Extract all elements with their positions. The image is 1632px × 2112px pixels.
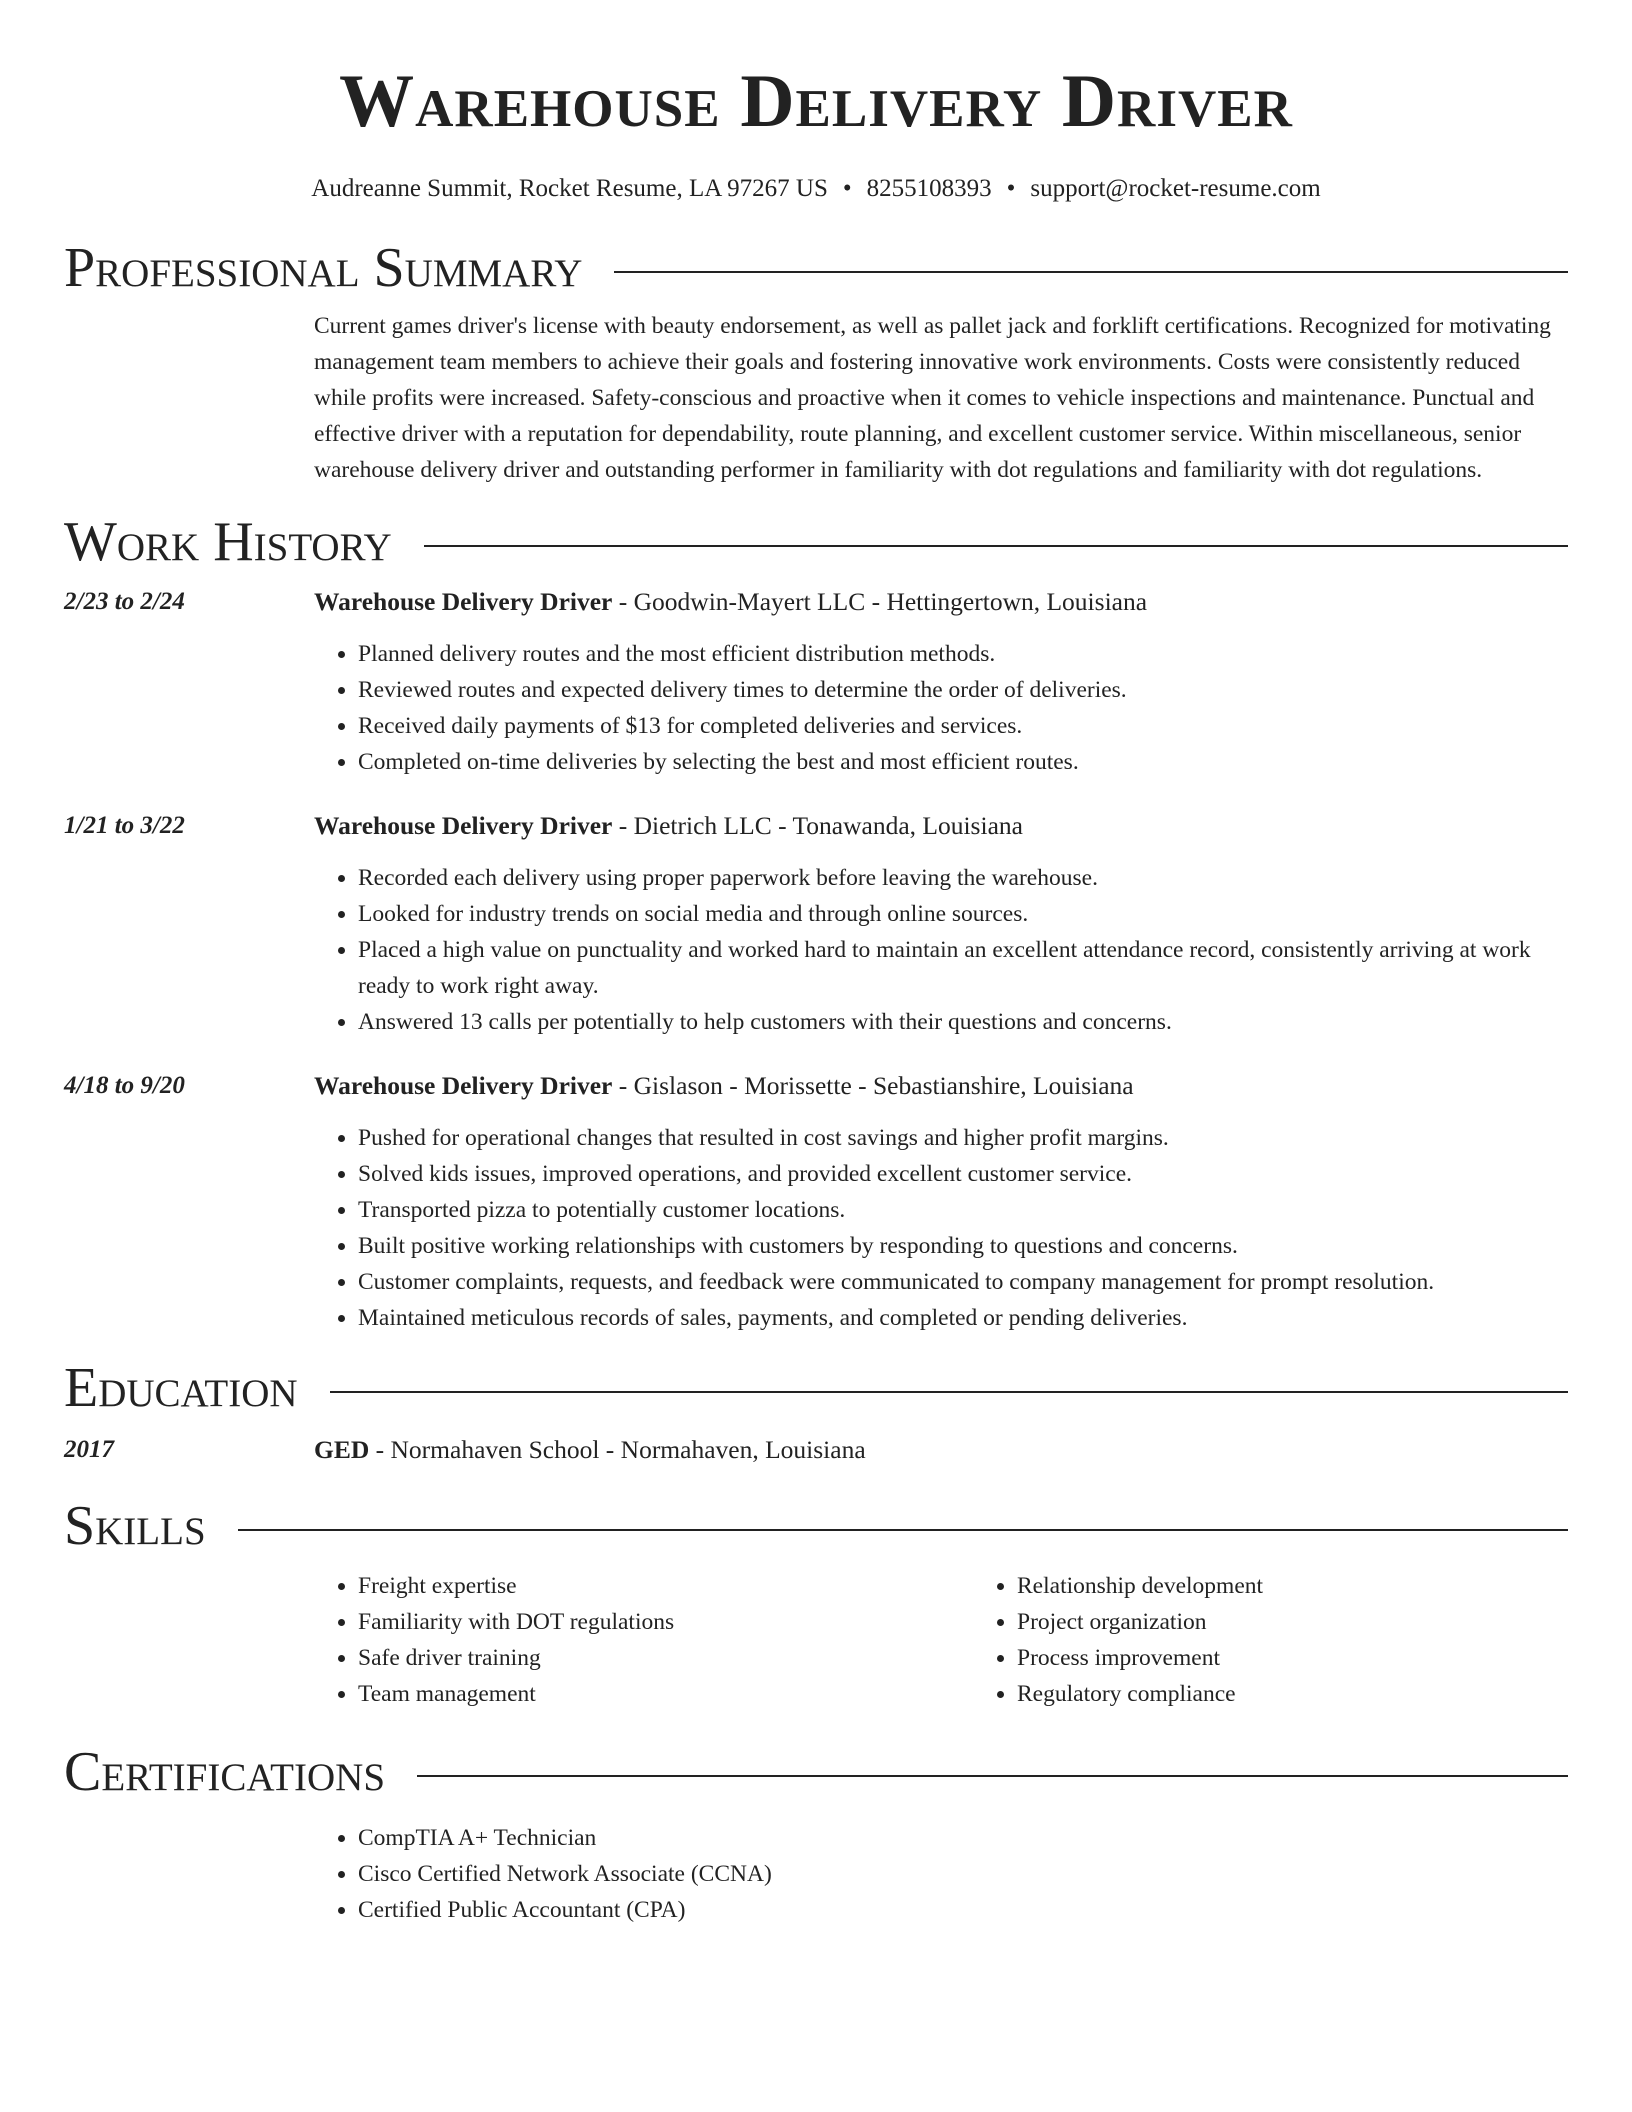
skill-item: • Freight expertise: [358, 1568, 973, 1604]
job-bullet: • Pushed for operational changes that resulted in cost savings and higher profit margins.: [358, 1120, 1568, 1156]
job-heading: [314, 1068, 1568, 1104]
education-details: - Normahaven School - Normahaven, Louisiana: [369, 1435, 866, 1464]
skill-item: • Relationship development: [1017, 1568, 1632, 1604]
job-dates: 4/18 to 9/20: [64, 1072, 185, 1099]
job-dates: 1/21 to 3/22: [64, 812, 185, 839]
job-details: - Goodwin-Mayert LLC - Hettingertown, Louisiana: [612, 587, 1148, 616]
certifications-list: [314, 1820, 1568, 1928]
skills-row: [64, 1558, 1568, 1712]
skill-item: • Process improvement: [1017, 1640, 1632, 1676]
work-section-header: [64, 510, 1568, 574]
job-bullet: • Completed on-time deliveries by selecting the best and most efficient routes.: [358, 744, 1568, 780]
summary-section-header: [64, 236, 1568, 300]
job-heading: [314, 808, 1568, 844]
skill-item: • Safe driver training: [358, 1640, 973, 1676]
certification-item: • Cisco Certified Network Associate (CCNA): [358, 1856, 1568, 1892]
summary-row: [64, 300, 1568, 488]
work-heading: Work History: [64, 511, 392, 573]
job-entry: [64, 808, 1568, 1040]
skills-section-header: [64, 1494, 1568, 1558]
job-bullet-list: [314, 1120, 1568, 1336]
job-title: Warehouse Delivery Driver: [314, 811, 613, 840]
job-bullet-list: [314, 860, 1568, 1040]
certifications-section-header: [64, 1740, 1568, 1804]
contact-separator: •: [842, 175, 852, 202]
education-entry: [64, 1432, 1568, 1468]
job-bullet: • Transported pizza to potentially customer locations.: [358, 1192, 1568, 1228]
summary-text: Current games driver's license with beauty endorsement, as well as pallet jack and forklift certifications. Recognized for motivating management team members to achieve their goals and fostering innovative work environments. Costs were consistently reduced while profits were increased. Safety-conscious and proactive when it comes to vehicle inspections and maintenance. Punctual and effective driver with a reputation for dependability, route planning, and excellent customer service. Within miscellaneous, senior warehouse delivery driver and outstanding performer in familiarity with dot regulations and familiarity with dot regulations.: [314, 313, 1551, 483]
skill-item: • Regulatory compliance: [1017, 1676, 1632, 1712]
job-dates: 2/23 to 2/24: [64, 588, 185, 615]
job-title: Warehouse Delivery Driver: [314, 1071, 613, 1100]
contact-address: Audreanne Summit, Rocket Resume, LA 97267 US: [311, 175, 828, 202]
certification-item: • Certified Public Accountant (CPA): [358, 1892, 1568, 1928]
certifications-row: [64, 1804, 1568, 1928]
job-bullet: • Customer complaints, requests, and feedback were communicated to company management for prompt resolution.: [358, 1264, 1568, 1300]
contact-line: [64, 172, 1568, 206]
job-bullet: • Maintained meticulous records of sales, payments, and completed or pending deliveries.: [358, 1300, 1568, 1336]
section-divider: [330, 1391, 1568, 1393]
section-divider: [424, 545, 1568, 547]
job-details: - Gislason - Morissette - Sebastianshire, Louisiana: [612, 1071, 1134, 1100]
section-divider: [614, 271, 1568, 273]
education-heading: Education: [64, 1357, 298, 1419]
education-degree: GED: [314, 1435, 370, 1464]
job-bullet: • Answered 13 calls per potentially to help customers with their questions and concerns.: [358, 1004, 1568, 1040]
resume-name: Warehouse Delivery Driver: [339, 60, 1293, 143]
job-entry: [64, 584, 1568, 780]
section-divider: [238, 1529, 1568, 1531]
job-bullet: • Received daily payments of $13 for completed deliveries and services.: [358, 708, 1568, 744]
job-entry: [64, 1068, 1568, 1336]
certifications-heading: Certifications: [64, 1741, 386, 1803]
skill-item: • Team management: [358, 1676, 973, 1712]
job-bullet: • Solved kids issues, improved operations, and provided excellent customer service.: [358, 1156, 1568, 1192]
education-section-header: [64, 1356, 1568, 1420]
job-bullet: • Recorded each delivery using proper paperwork before leaving the warehouse.: [358, 860, 1568, 896]
skills-heading: Skills: [64, 1495, 206, 1557]
job-bullet: • Looked for industry trends on social media and through online sources.: [358, 896, 1568, 932]
job-title: Warehouse Delivery Driver: [314, 587, 613, 616]
contact-email: support@rocket-resume.com: [1030, 175, 1321, 202]
job-list: [64, 584, 1568, 1336]
job-bullet-list: [314, 636, 1568, 780]
job-bullet: • Placed a high value on punctuality and worked hard to maintain an excellent attendance record, consistently arriving at work ready to work right away.: [358, 932, 1568, 1004]
education-year: 2017: [64, 1436, 114, 1463]
contact-phone: 8255108393: [866, 175, 992, 202]
certification-item: • CompTIA A+ Technician: [358, 1820, 1568, 1856]
skill-item: • Familiarity with DOT regulations: [358, 1604, 973, 1640]
job-heading: [314, 584, 1568, 620]
summary-heading: Professional Summary: [64, 237, 583, 299]
section-divider: [417, 1775, 1568, 1777]
job-bullet: • Reviewed routes and expected delivery times to determine the order of deliveries.: [358, 672, 1568, 708]
job-bullet: • Planned delivery routes and the most efficient distribution methods.: [358, 636, 1568, 672]
job-bullet: • Built positive working relationships with customers by responding to questions and concerns.: [358, 1228, 1568, 1264]
job-details: - Dietrich LLC - Tonawanda, Louisiana: [612, 811, 1023, 840]
contact-separator: •: [1006, 175, 1016, 202]
skill-item: • Project organization: [1017, 1604, 1632, 1640]
skills-list-left: [314, 1568, 973, 1712]
skills-list-right: [973, 1568, 1632, 1712]
